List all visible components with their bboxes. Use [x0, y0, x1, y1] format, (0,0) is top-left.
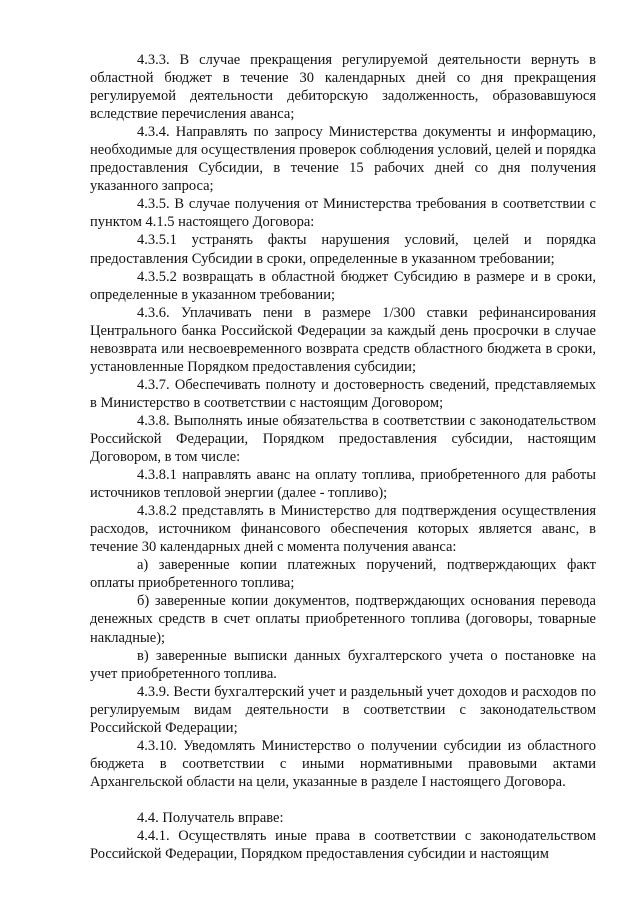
list-item-b: б) заверенные копии документов, подтверждающих основания перевода денежных средств в счет оплаты приобретенного топлива (договоры, товарные накладные); [90, 593, 596, 646]
paragraph-4-3-5-2: 4.3.5.2 возвращать в областной бюджет Субсидию в размере и в сроки, определенные в указанном требовании; [90, 268, 596, 303]
paragraph-4-3-6: 4.3.6. Уплачивать пени в размере 1/300 ставки рефинансирования Центрального банка Российской Федерации за каждый день просрочки в случае невозврата или несвоевременного возврата средств областного бюджета в сроки, установленные Порядком предоставления субсидии; [90, 304, 596, 375]
section-heading-4-4: 4.4. Получатель вправе: [137, 809, 284, 826]
paragraph-4-3-3: 4.3.3. В случае прекращения регулируемой деятельности вернуть в областной бюджет в течение 30 календарных дней со дня прекращения регулируемой деятельности дебиторскую задолженность, образовавшуюся вследствие перечисления аванса; [90, 52, 596, 123]
paragraph-4-3-8: 4.3.8. Выполнять иные обязательства в соответствии с законодательством Российской Федерации, Порядком предоставления субсидии, настоящим Договором, в том числе: [90, 412, 596, 466]
list-item-a: а) заверенные копии платежных поручений, подтверждающих факт оплаты приобретенного топлива; [90, 557, 596, 592]
paragraph-4-3-4: 4.3.4. Направлять по запросу Министерства документы и информацию, необходимые для осуществления проверок соблюдения условий, целей и порядка предоставления Субсидии, в течение 15 рабочих дней со дня получения указанного запроса; [90, 124, 596, 195]
paragraph-4-4-1: 4.4.1. Осуществлять иные права в соответствии с законодательством Российской Федерации, Порядком предоставления субсидии и настоящим [90, 827, 596, 863]
paragraph-4-3-5-1: 4.3.5.1 устранять факты нарушения условий, целей и порядка предоставления Субсидии в сроки, определенные в указанном требовании; [90, 232, 596, 267]
paragraph-4-3-9: 4.3.9. Вести бухгалтерский учет и раздельный учет доходов и расходов по регулируемым видам деятельности в соответствии с законодательством Российской Федерации; [90, 683, 596, 736]
document-page [90, 51, 596, 863]
list-item-v: в) заверенные выписки данных бухгалтерского учета о постановке на учет приобретенного топлива. [90, 647, 596, 682]
paragraph-4-3-10: 4.3.10. Уведомлять Министерство о получении субсидии из областного бюджета в соответствии с иными нормативными правовыми актами Архангельской области на цели, указанные в разделе I настоящего Договора. [90, 737, 596, 790]
paragraph-4-3-8-1: 4.3.8.1 направлять аванс на оплату топлива, приобретенного для работы источников тепловой энергии (далее - топливо); [90, 467, 596, 502]
paragraph-4-3-5: 4.3.5. В случае получения от Министерства требования в соответствии с пунктом 4.1.5 настоящего Договора: [90, 196, 596, 231]
paragraph-4-3-8-2: 4.3.8.2 представлять в Министерство для подтверждения осуществления расходов, источником финансового обеспечения которых является аванс, в течение 30 календарных дней с момента получения аванса: [90, 503, 596, 556]
paragraph-4-3-7: 4.3.7. Обеспечивать полноту и достоверность сведений, представляемых в Министерство в соответствии с настоящим Договором; [90, 376, 596, 411]
